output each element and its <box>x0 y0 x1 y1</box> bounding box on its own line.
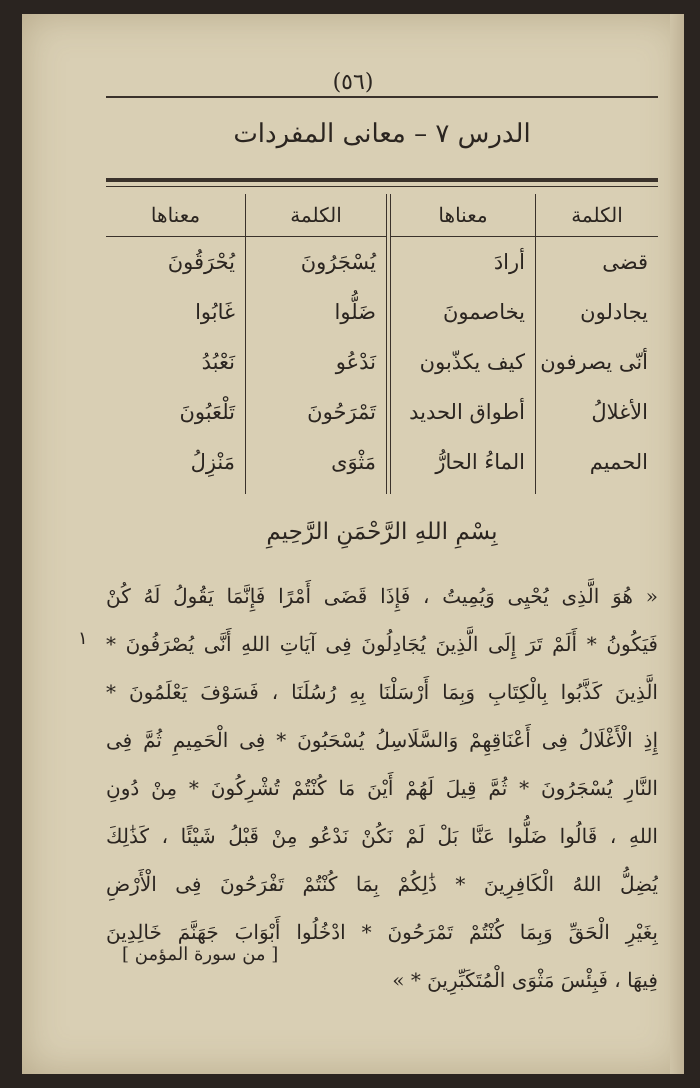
vocabulary-table <box>106 194 658 494</box>
passage-line: فَيَكُونُ * أَلَمْ تَرَ إِلَى الَّذِينَ يُجَادِلُونَ فِى آيَاتِ اللهِ أَنَّى يُصْرَفُونَ * <box>106 632 658 656</box>
vocab-cell: الحميم <box>589 450 648 474</box>
basmala: بِسْمِ اللهِ الرَّحْمَنِ الرَّحِيمِ <box>266 519 498 545</box>
vocab-column-meaning-1 <box>391 194 535 494</box>
verse-number: ١ <box>78 628 88 649</box>
passage-line: بِغَيْرِ الْحَقِّ وَبِمَا كُنْتُمْ تَمْرَحُونَ * ادْخُلُوا أَبْوَابَ جَهَنَّمَ خَالِدِينَ <box>106 920 658 944</box>
vocab-cell: أرادَ <box>493 250 525 274</box>
lesson-title: الدرس ٧ – معانى المفردات <box>233 119 531 149</box>
vocab-cell: نَدْعُو <box>335 350 376 374</box>
passage-line: إِذِ الْأَغْلَالُ فِى أَعْنَاقِهِمْ وَالسَّلَاسِلُ يُسْحَبُونَ * فِى الْحَمِيمِ ثُمَّ فِى <box>106 728 658 752</box>
vocab-cell: الماءُ الحارُّ <box>435 450 525 474</box>
vocab-column-word-2 <box>246 194 386 494</box>
passage-line: يُضِلُّ اللهُ الْكَافِرِينَ * ذَٰلِكُمْ بِمَا كُنْتُمْ تَفْرَحُونَ فِى الْأَرْضِ <box>106 872 658 896</box>
passage-line: النَّارِ يُسْجَرُونَ * ثُمَّ قِيلَ لَهُمْ أَيْنَ مَا كُنْتُمْ تُشْرِكُونَ * مِنْ دُونِ <box>106 776 658 800</box>
source-note: [ من سورة المؤمن ] <box>122 944 279 965</box>
vocab-cell: مَثْوَى <box>331 450 376 474</box>
column-header: الكلمة <box>246 194 386 237</box>
vocab-cell: تَمْرَحُونَ <box>307 400 376 424</box>
vocab-cell: يُسْجَرُونَ <box>300 250 376 274</box>
column-header: معناها <box>106 194 245 237</box>
vocab-cell: يجادلون <box>580 300 648 324</box>
vocab-column-meaning-2 <box>106 194 245 494</box>
title-rule-thick <box>106 178 658 182</box>
page-number: (٥٦) <box>332 70 374 95</box>
header-rule <box>106 96 658 98</box>
column-divider <box>535 194 536 494</box>
vocab-cell: نَعْبُدُ <box>201 350 235 374</box>
vocab-cell: أطواق الحديد <box>409 400 525 424</box>
vocab-cell: مَنْزِلُ <box>190 450 235 474</box>
vocab-cell: ضَلُّوا <box>334 300 376 324</box>
vocab-cell: أنّى يصرفون <box>540 350 648 374</box>
column-header: معناها <box>391 194 535 237</box>
page-edge <box>670 14 684 1074</box>
passage-line: فِيهَا ، فَبِئْسَ مَثْوَى الْمُتَكَبِّرِينَ * » <box>392 968 658 992</box>
vocab-cell: قضى <box>602 250 648 274</box>
column-header: الكلمة <box>536 194 658 237</box>
vocab-cell: تَلْعَبُونَ <box>179 400 235 424</box>
passage-line: الَّذِينَ كَذَّبُوا بِالْكِتَابِ وَبِمَا أَرْسَلْنَا بِهِ رُسُلَنَا ، فَسَوْفَ يَعْلَمُونَ * <box>106 680 658 704</box>
vocab-cell: الأغلالُ <box>591 400 648 424</box>
vocab-column-word-1 <box>536 194 658 494</box>
quran-passage <box>106 572 658 1004</box>
column-divider <box>386 194 387 494</box>
title-rule-thin <box>106 186 658 187</box>
column-divider <box>245 194 246 494</box>
book-page <box>22 14 684 1074</box>
vocab-cell: يُحْرَقُونَ <box>167 250 235 274</box>
column-divider <box>390 194 391 494</box>
passage-line: اللهِ ، قَالُوا ضَلُّوا عَنَّا بَلْ لَمْ نَكُنْ نَدْعُو مِنْ قَبْلُ شَيْئًا ، كَذَٰلِكَ <box>106 824 658 848</box>
vocab-cell: يخاصمونَ <box>442 300 525 324</box>
vocab-cell: كيف يكذّبون <box>419 350 525 374</box>
passage-line: « هُوَ الَّذِى يُحْيِى وَيُمِيتُ ، فَإِذَا قَضَى أَمْرًا فَإِنَّمَا يَقُولُ لَهُ كُنْ <box>106 584 658 608</box>
vocab-cell: غَابُوا <box>195 300 235 324</box>
